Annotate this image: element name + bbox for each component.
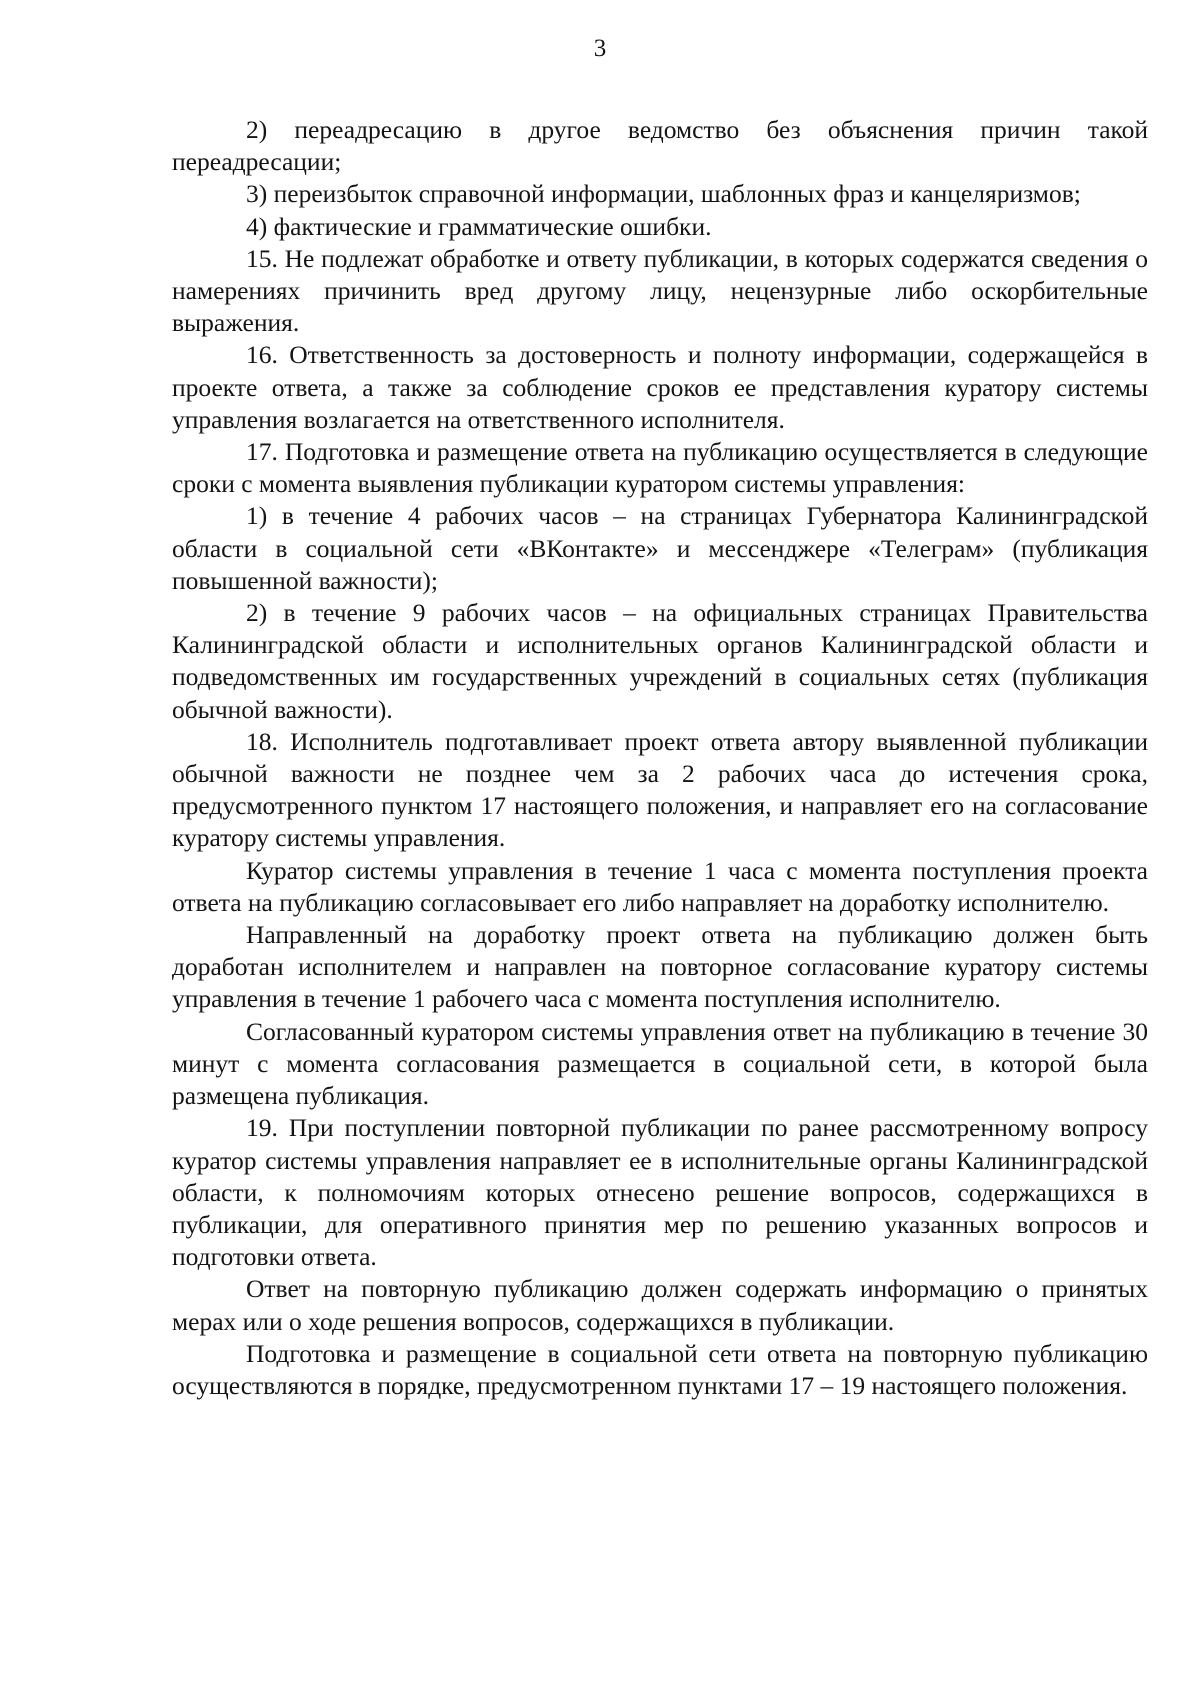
paragraph-clause-16: 16. Ответственность за достоверность и полноту информации, содержащейся в проекте ответа, а также за соблюдение сроков ее представления куратору системы управления возлагается на ответственного исполнителя.	[172, 340, 1148, 434]
paragraph-repeat-procedure: Подготовка и размещение в социальной сети ответа на повторную публикацию осуществляются в порядке, предусмотренном пунктами 17 – 19 настоящего положения.	[172, 1338, 1148, 1400]
paragraph-clause-17: 17. Подготовка и размещение ответа на публикацию осуществляется в следующие сроки с момента выявления публикации куратором системы управления:	[172, 437, 1148, 499]
paragraph-clause-19: 19. При поступлении повторной публикации по ранее рассмотренному вопросу куратор системы управления направляет ее в исполнительные органы Калининградской области, к полномочиям которых отнесено решение вопросов, содержащихся в публикации, для оперативного принятия мер по решению указанных вопросов и подготовки ответа.	[172, 1113, 1148, 1272]
page-number: 3	[593, 35, 607, 62]
paragraph-clause-15: 15. Не подлежат обработке и ответу публикации, в которых содержатся сведения о намерениях причинить вред другому лицу, нецензурные либо оскорбительные выражения.	[172, 243, 1148, 338]
paragraph-revision: Направленный на доработку проект ответа на публикацию должен быть доработан исполнителем и направлен на повторное согласование куратору системы управления в течение 1 рабочего часа с момента поступления исполнителю.	[172, 920, 1148, 1014]
paragraph-approved-response: Согласованный куратором системы управления ответ на публикацию в течение 30 минут с момента согласования размещается в социальной сети, в которой была размещена публикация.	[172, 1016, 1148, 1111]
paragraph-repeat-response: Ответ на повторную публикацию должен содержать информацию о принятых мерах или о ходе решения вопросов, содержащихся в публикации.	[172, 1274, 1148, 1336]
document-body	[172, 114, 1148, 1402]
paragraph-item-4-errors: 4) фактические и грамматические ошибки.	[246, 211, 712, 241]
paragraph-clause-17-item-2: 2) в течение 9 рабочих часов – на официальных страницах Правительства Калининградской области и исполнительных органов Калининградской области и подведомственных им государственных учреждений в социальных сетях (публикация обычной важности).	[172, 598, 1148, 724]
paragraph-clause-18: 18. Исполнитель подготавливает проект ответа автору выявленной публикации обычной важности не позднее чем за 2 рабочих часа до истечения срока, предусмотренного пунктом 17 настоящего положения, и направляет его на согласование куратору системы управления.	[172, 726, 1148, 853]
paragraph-curator-approval: Куратор системы управления в течение 1 часа с момента поступления проекта ответа на публикацию согласовывает его либо направляет на доработку исполнителю.	[172, 855, 1148, 917]
paragraph-item-2-readdressing: 2) переадресацию в другое ведомство без объяснения причин такой переадресации;	[172, 115, 1148, 177]
paragraph-item-3-excess-info: 3) переизбыток справочной информации, шаблонных фраз и канцеляризмов;	[246, 179, 1081, 209]
paragraph-clause-17-item-1: 1) в течение 4 рабочих часов – на страницах Губернатора Калининградской области в социальной сети «ВКонтакте» и мессенджере «Телеграм» (публикация повышенной важности);	[172, 501, 1148, 595]
